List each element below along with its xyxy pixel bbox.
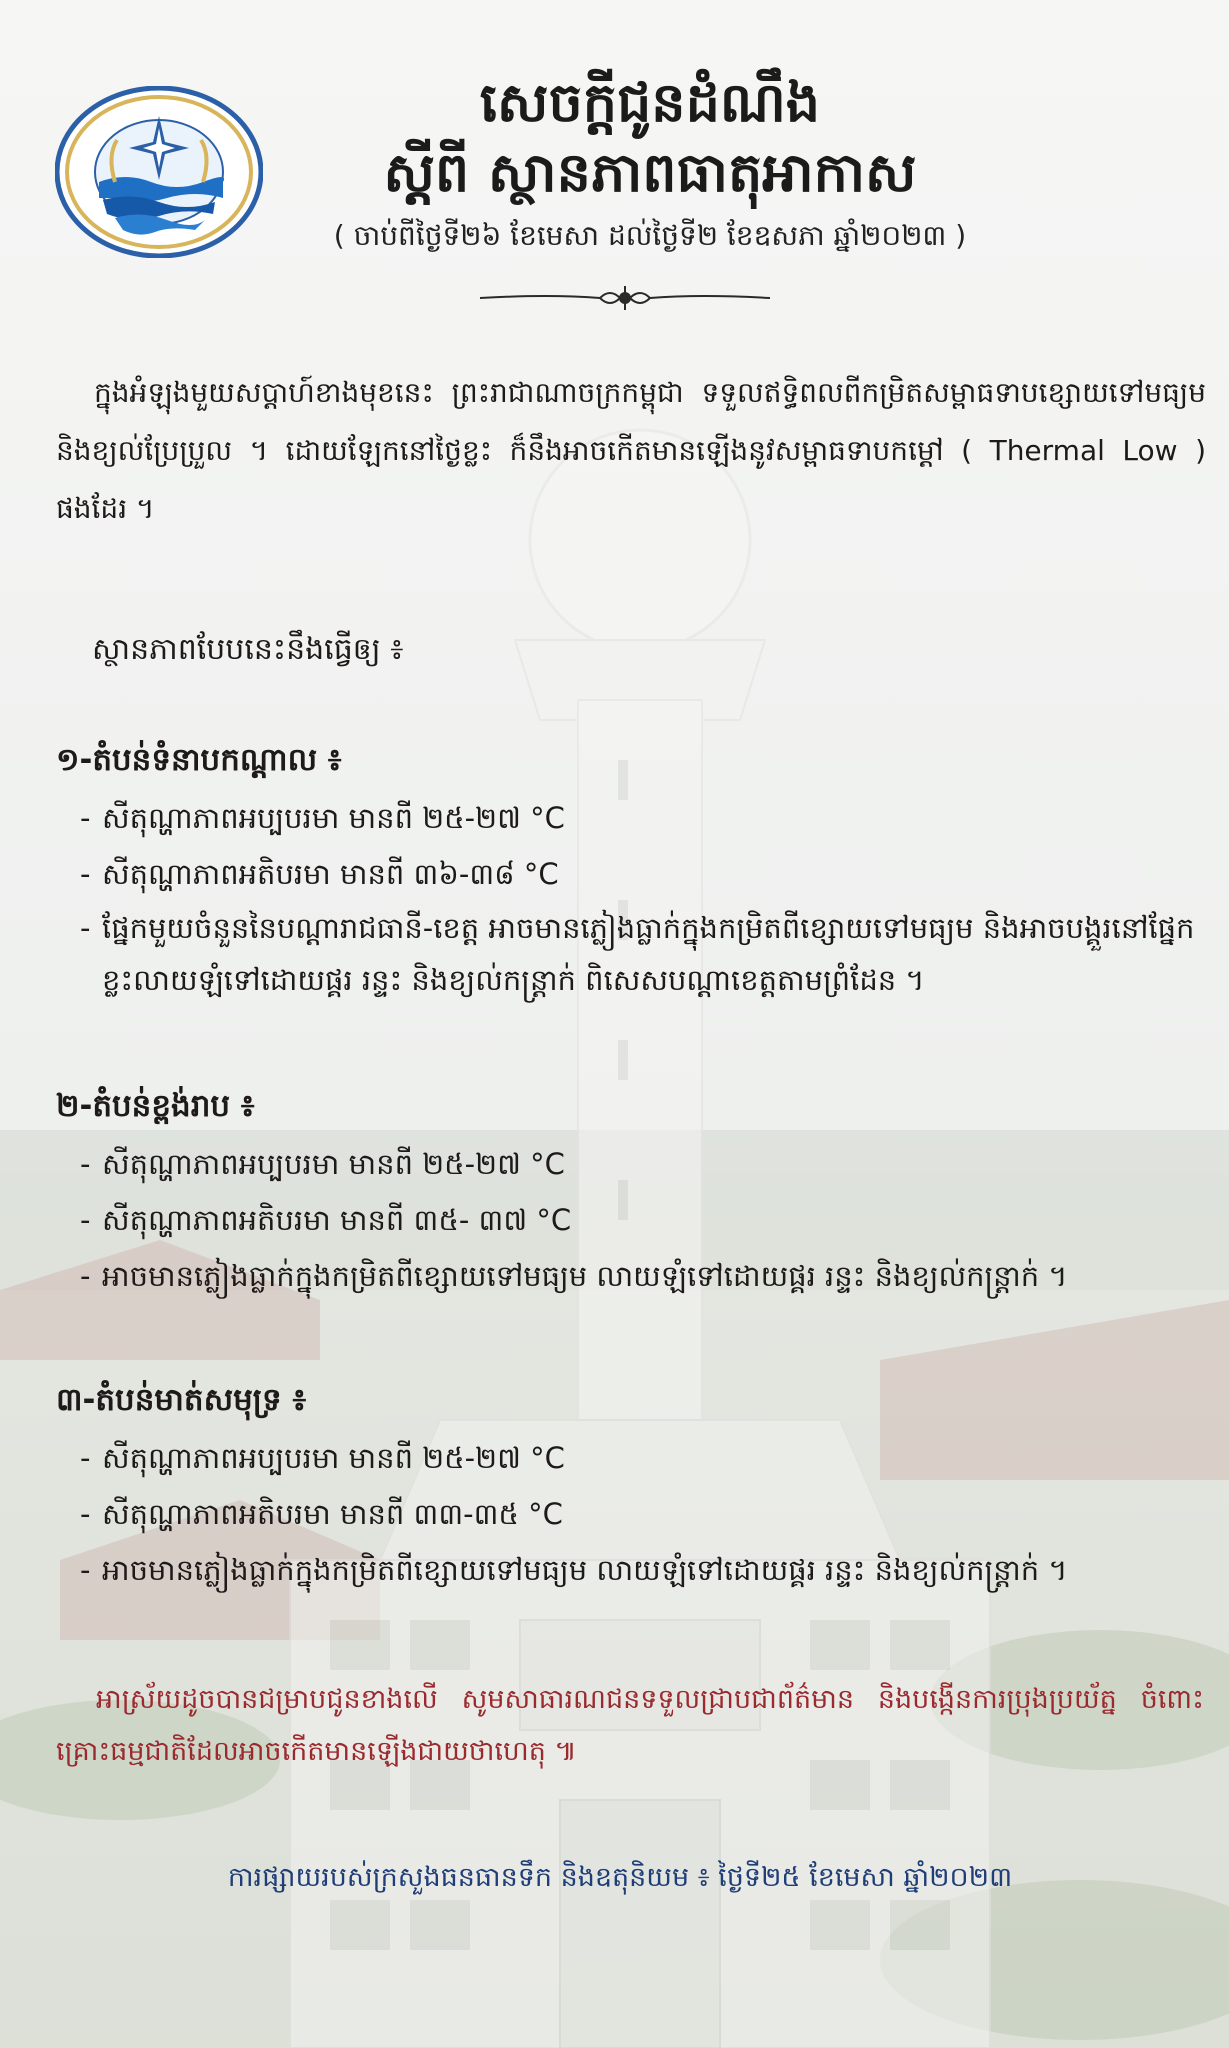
zone-item-max-temp: - សីតុណ្ហាភាពអតិបរមា មានពី ៣៥- ៣៧ °C — [56, 1192, 1206, 1248]
date-range: ( ចាប់ពីថ្ងៃទី២៦ ខែមេសា ដល់ថ្ងៃទី២ ខែឧសភា ឆ្នាំ២០២៣ ) — [333, 219, 967, 252]
advice-paragraph: អាស្រ័យដូចបានជម្រាបជូនខាងលើ សូមសាធារណជនទទួលជ្រាបជាព័ត៌មាន និងបង្កើនការប្រុងប្រយ័ត្ន ចំពោះគ្រោះធម្មជាតិដែលអាចកើតមានឡើងជាយថាហេតុ ៕ — [56, 1684, 1204, 1767]
zone-central-lowlands — [56, 738, 1206, 1006]
page-title-line1: សេចក្តីជូនដំណឹង — [479, 71, 821, 134]
page-title-line2: ស្តីពី ស្ថានភាពធាតុអាកាស — [383, 141, 917, 204]
effects-heading: ស្ថានភាពបែបនេះនឹងធ្វើឲ្យ ៖ — [92, 632, 404, 667]
zone-item-rain: - អាចមានភ្លៀងធ្លាក់ក្នុងកម្រិតពីខ្សោយទៅមធ្យម លាយឡំទៅដោយផ្គរ រន្ទះ និងខ្យល់កន្ត្រាក់ ។ — [56, 1542, 1206, 1598]
zone-item-rain: - អាចមានភ្លៀងធ្លាក់ក្នុងកម្រិតពីខ្សោយទៅមធ្យម លាយឡំទៅដោយផ្គរ រន្ទះ និងខ្យល់កន្ត្រាក់ ។ — [56, 1248, 1206, 1304]
zone-title: ២-តំបន់ខ្ពង់រាប ៖ — [56, 1088, 255, 1124]
zone-coastal — [56, 1378, 1206, 1598]
divider-ornament-icon — [480, 284, 770, 312]
zone-item-max-temp: - សីតុណ្ហាភាពអតិបរមា មានពី ៣៣-៣៥ °C — [56, 1486, 1206, 1542]
zone-title: ៣-តំបន់មាត់សមុទ្រ ៖ — [56, 1382, 307, 1418]
zone-item-max-temp: - សីតុណ្ហាភាពអតិបរមា មានពី ៣៦-៣៨ °C — [56, 846, 1206, 902]
zone-title: ១-តំបន់ទំនាបកណ្តាល ៖ — [56, 742, 342, 778]
zone-plateau — [56, 1084, 1206, 1304]
ministry-seal-icon — [55, 86, 263, 258]
intro-paragraph: ក្នុងអំឡុងមួយសប្តាហ៍ខាងមុខនេះ ព្រះរាជាណាចក្រកម្ពុជា ទទួលឥទ្ធិពលពីកម្រិតសម្ពាធទាបខ្សោយទៅមធ្យមនិងខ្យល់ប្រែប្រួល ។ ដោយឡែកនៅថ្ងៃខ្លះ ក៏នឹងអាចកើតមានឡើងនូវសម្ពាធទាបកម្តៅ ( Thermal Low ) ផងដែរ ។ — [56, 376, 1206, 525]
zone-item-min-temp: - សីតុណ្ហាភាពអប្បបរមា មានពី ២៥-២៧ °C — [56, 790, 1206, 846]
publication-footer: ការផ្សាយរបស់ក្រសួងធនធានទឹក និងឧតុនិយម ៖ ថ្ងៃទី២៥ ខែមេសា ឆ្នាំ២០២៣ — [227, 1862, 1013, 1893]
zone-item-min-temp: - សីតុណ្ហាភាពអប្បបរមា មានពី ២៥-២៧ °C — [56, 1430, 1206, 1486]
zone-item-min-temp: - សីតុណ្ហាភាពអប្បបរមា មានពី ២៥-២៧ °C — [56, 1136, 1206, 1192]
zone-item-rain: - ផ្នែកមួយចំនួននៃបណ្តារាជធានី-ខេត្ត អាចមានភ្លៀងធ្លាក់ក្នុងកម្រិតពីខ្សោយទៅមធ្យម និងអាចបង្គួរនៅផ្នែកខ្លះលាយឡំទៅដោយផ្គរ រន្ទះ និងខ្យល់កន្ត្រាក់ ពិសេសបណ្តាខេត្តតាមព្រំដែន ។ — [56, 902, 1206, 1006]
